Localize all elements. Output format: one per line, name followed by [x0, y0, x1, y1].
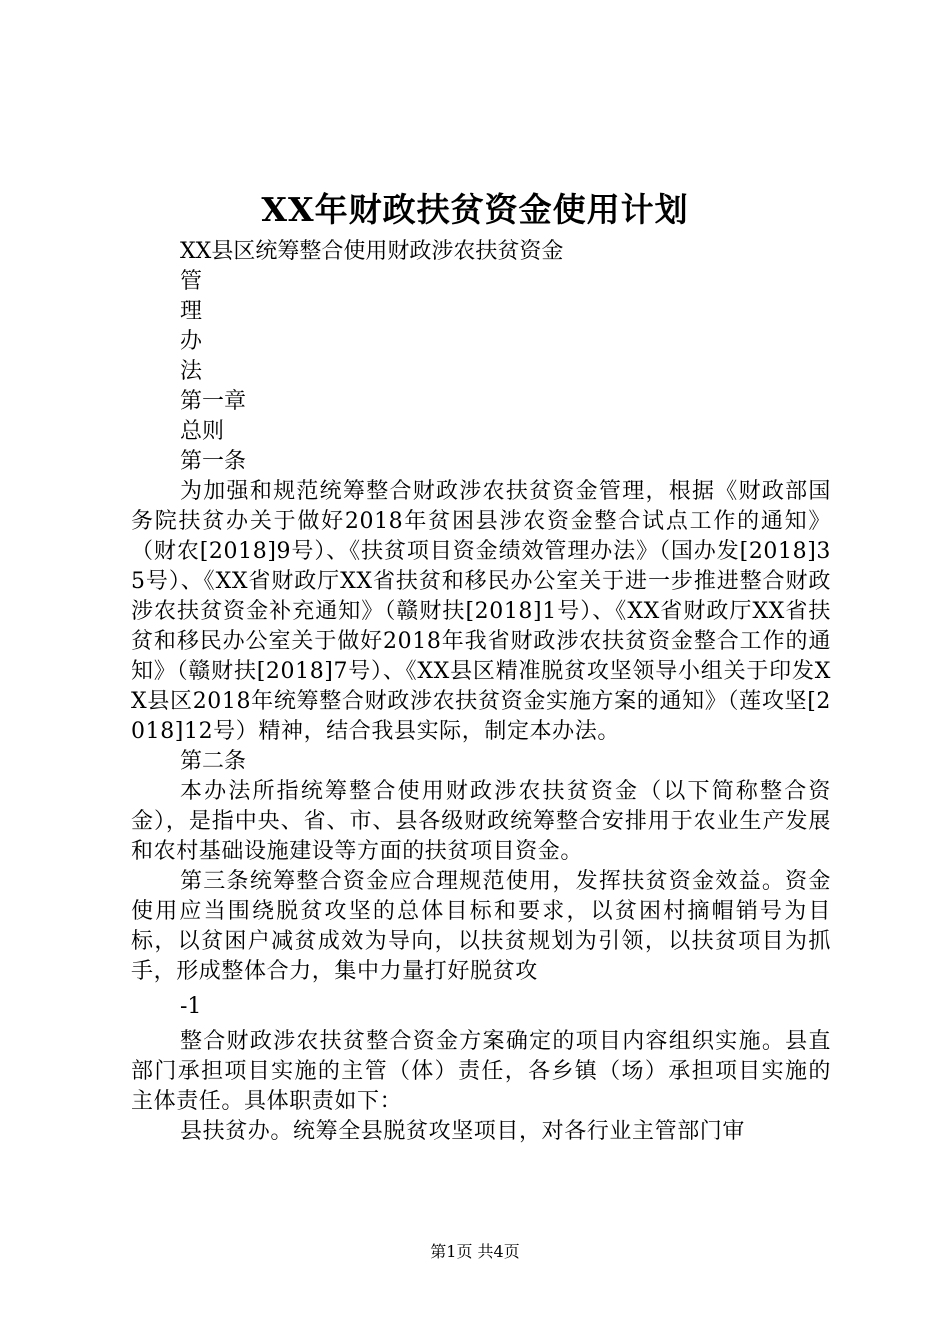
heading-line: 管 — [180, 269, 203, 294]
chapter-title: 总则 — [180, 419, 225, 444]
page-footer: 第1页 共4页 — [430, 1242, 520, 1261]
article-label: 第一条 — [180, 449, 247, 474]
chapter-label: 第一章 — [180, 389, 247, 414]
paragraph-article-3: 第三条统筹整合资金应合理规范使用，发挥扶贫资金效益。资金使用应当围绕脱贫攻坚的总体目标和要求，以贫困村摘帽销号为目标，以贫困户减贫成效为导向，以扶贫规划为引领，以扶贫项目为抓手，形成整体合力，集中力量打好脱贫攻 — [131, 869, 831, 984]
paragraph-article-2: 本办法所指统筹整合使用财政涉农扶贫资金（以下简称整合资金），是指中央、省、市、县各级财政统筹整合安排用于农业生产发展和农村基础设施建设等方面的扶贫项目资金。 — [131, 779, 831, 864]
heading-line: 法 — [180, 359, 203, 384]
heading-line: 理 — [180, 299, 203, 324]
paragraph-article-1: 为加强和规范统筹整合财政涉农扶贫资金管理，根据《财政部国务院扶贫办关于做好2018年贫困县涉农资金整合试点工作的通知》（财农[2018]9号）、《扶贫项目资金绩效管理办法》（国办发[2018]35号）、《XX省财政厅XX省扶贫和移民办公室关于进一步推进整合财政涉农扶贫资金补充通知》（赣财扶[2018]1号）、《XX省财政厅XX省扶贫和移民办公室关于做好2018年我省财政涉农扶贫资金整合工作的通知》（赣财扶[2018]7号）、《XX县区精准脱贫攻坚领导小组关于印发XX县区2018年统筹整合财政涉农扶贫资金实施方案的通知》（莲攻坚[2018]12号）精神，结合我县实际，制定本办法。 — [131, 479, 831, 744]
document-body — [131, 237, 831, 1147]
paragraph-implementation: 整合财政涉农扶贫整合资金方案确定的项目内容组织实施。县直部门承担项目实施的主管（体）责任，各乡镇（场）承担项目实施的主体责任。具体职责如下： — [131, 1029, 831, 1114]
document-title: XX年财政扶贫资金使用计划 — [261, 190, 689, 229]
heading-line: 办 — [180, 329, 203, 354]
article-label: 第二条 — [180, 749, 247, 774]
paragraph-poverty-office: 县扶贫办。统筹全县脱贫攻坚项目，对各行业主管部门审 — [180, 1119, 746, 1144]
page-marker: -1 — [180, 994, 202, 1019]
heading-line: XX县区统筹整合使用财政涉农扶贫资金 — [180, 239, 564, 264]
